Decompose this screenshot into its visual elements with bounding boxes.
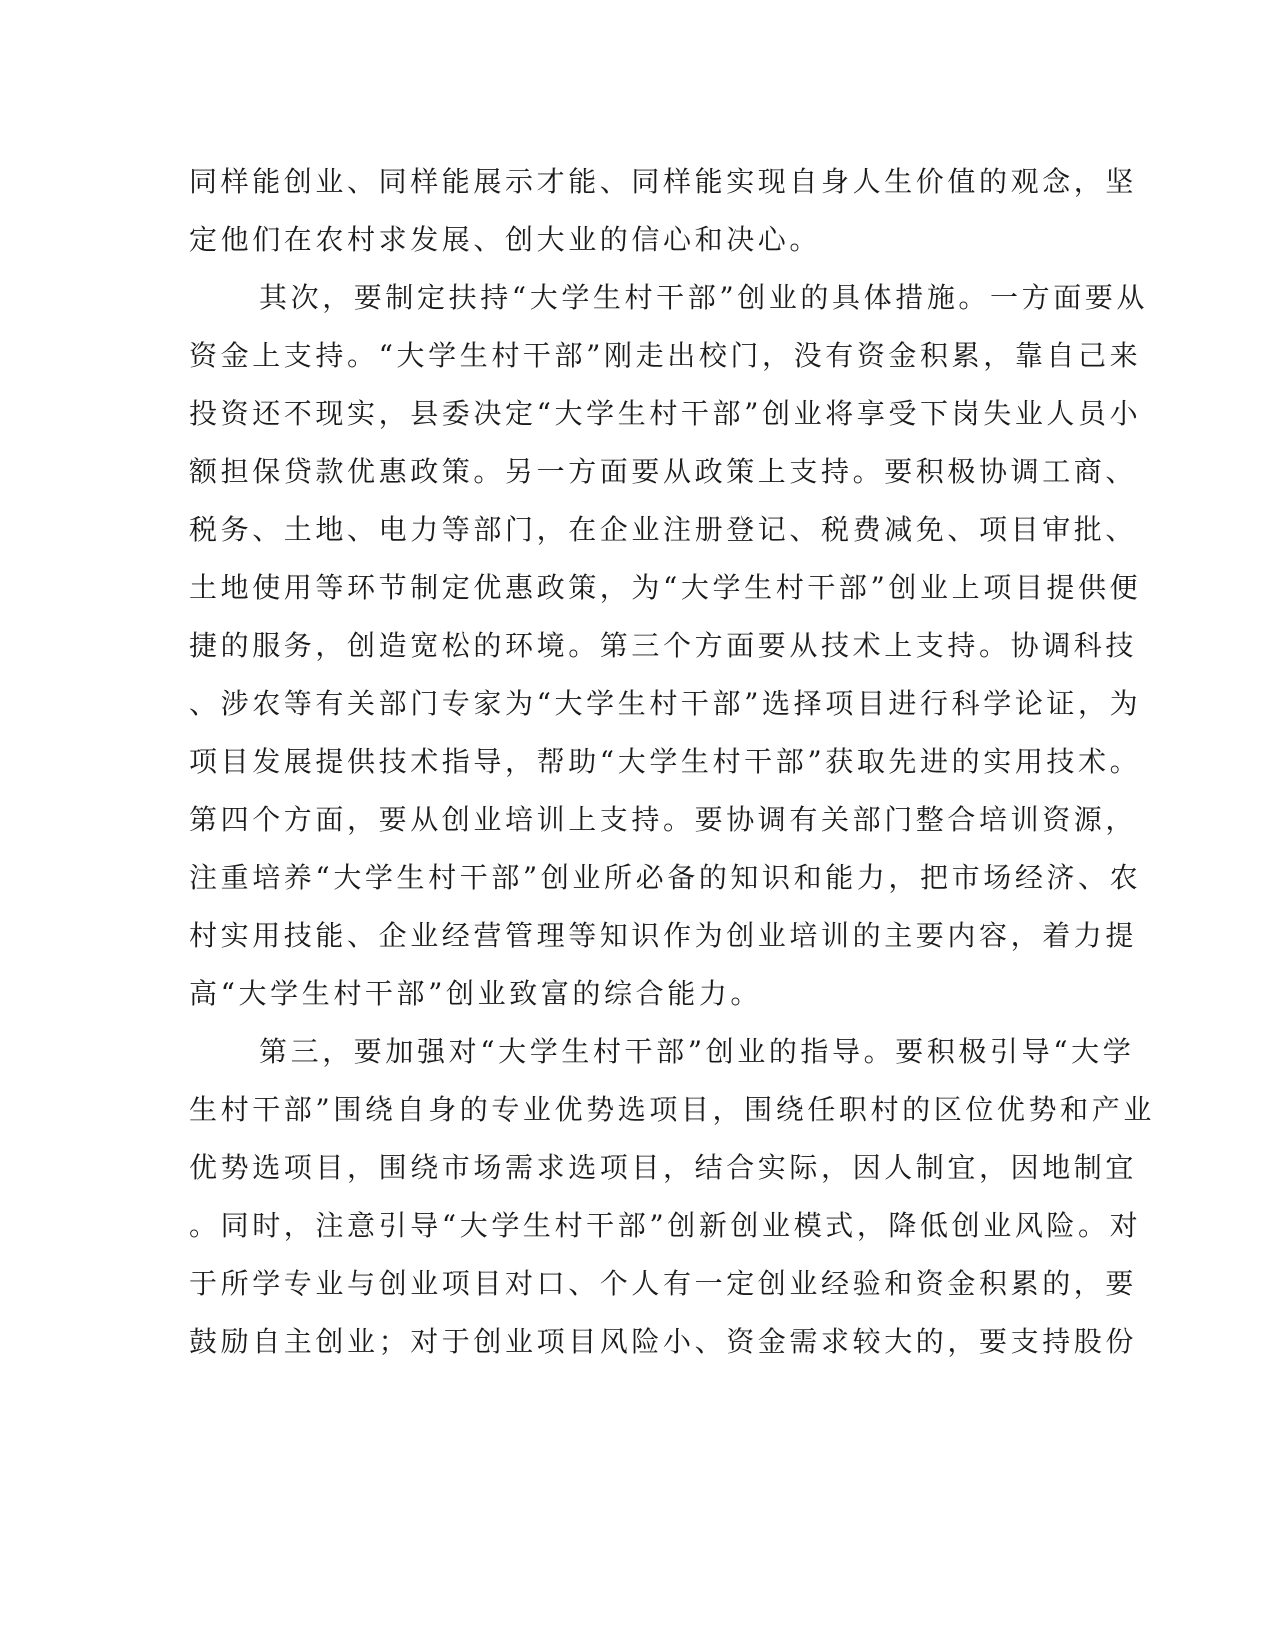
text-line: 生村干部”围绕自身的专业优势选项目，围绕任职村的区位优势和产业 [189, 1093, 1155, 1126]
text-line: 项目发展提供技术指导，帮助“大学生村干部”获取先进的实用技术。 [189, 745, 1142, 778]
text-line: 鼓励自主创业；对于创业项目风险小、资金需求较大的，要支持股份 [189, 1325, 1138, 1358]
text-line: 资金上支持。“大学生村干部”刚走出校门，没有资金积累，靠自己来 [189, 339, 1142, 372]
paragraph-first-line: 其次，要制定扶持“大学生村干部”创业的具体措施。一方面要从 [259, 281, 1149, 314]
text-line: 额担保贷款优惠政策。另一方面要从政策上支持。要积极协调工商、 [189, 455, 1138, 488]
text-line: 村实用技能、企业经营管理等知识作为创业培训的主要内容，着力提 [189, 919, 1138, 952]
text-line: 高“大学生村干部”创业致富的综合能力。 [189, 977, 763, 1010]
paragraph-first-line: 第三，要加强对“大学生村干部”创业的指导。要积极引导“大学 [259, 1035, 1135, 1068]
text-line: 定他们在农村求发展、创大业的信心和决心。 [189, 223, 822, 256]
text-line: 优势选项目，围绕市场需求选项目，结合实际，因人制宜，因地制宜 [189, 1151, 1138, 1184]
text-line: 注重培养“大学生村干部”创业所必备的知识和能力，把市场经济、农 [189, 861, 1142, 894]
text-line: 于所学专业与创业项目对口、个人有一定创业经验和资金积累的，要 [189, 1267, 1138, 1300]
text-line: 土地使用等环节制定优惠政策，为“大学生村干部”创业上项目提供便 [189, 571, 1142, 604]
text-line: 。同时，注意引导“大学生村干部”创新创业模式，降低创业风险。对 [189, 1209, 1142, 1242]
text-line: 捷的服务，创造宽松的环境。第三个方面要从技术上支持。协调科技 [189, 629, 1138, 662]
text-line: 、涉农等有关部门专家为“大学生村干部”选择项目进行科学论证，为 [189, 687, 1142, 720]
text-line: 第四个方面，要从创业培训上支持。要协调有关部门整合培训资源， [189, 803, 1138, 836]
text-line: 投资还不现实，县委决定“大学生村干部”创业将享受下岗失业人员小 [189, 397, 1142, 430]
text-line: 税务、土地、电力等部门，在企业注册登记、税费减免、项目审批、 [189, 513, 1138, 546]
text-line: 同样能创业、同样能展示才能、同样能实现自身人生价值的观念，坚 [189, 165, 1138, 198]
